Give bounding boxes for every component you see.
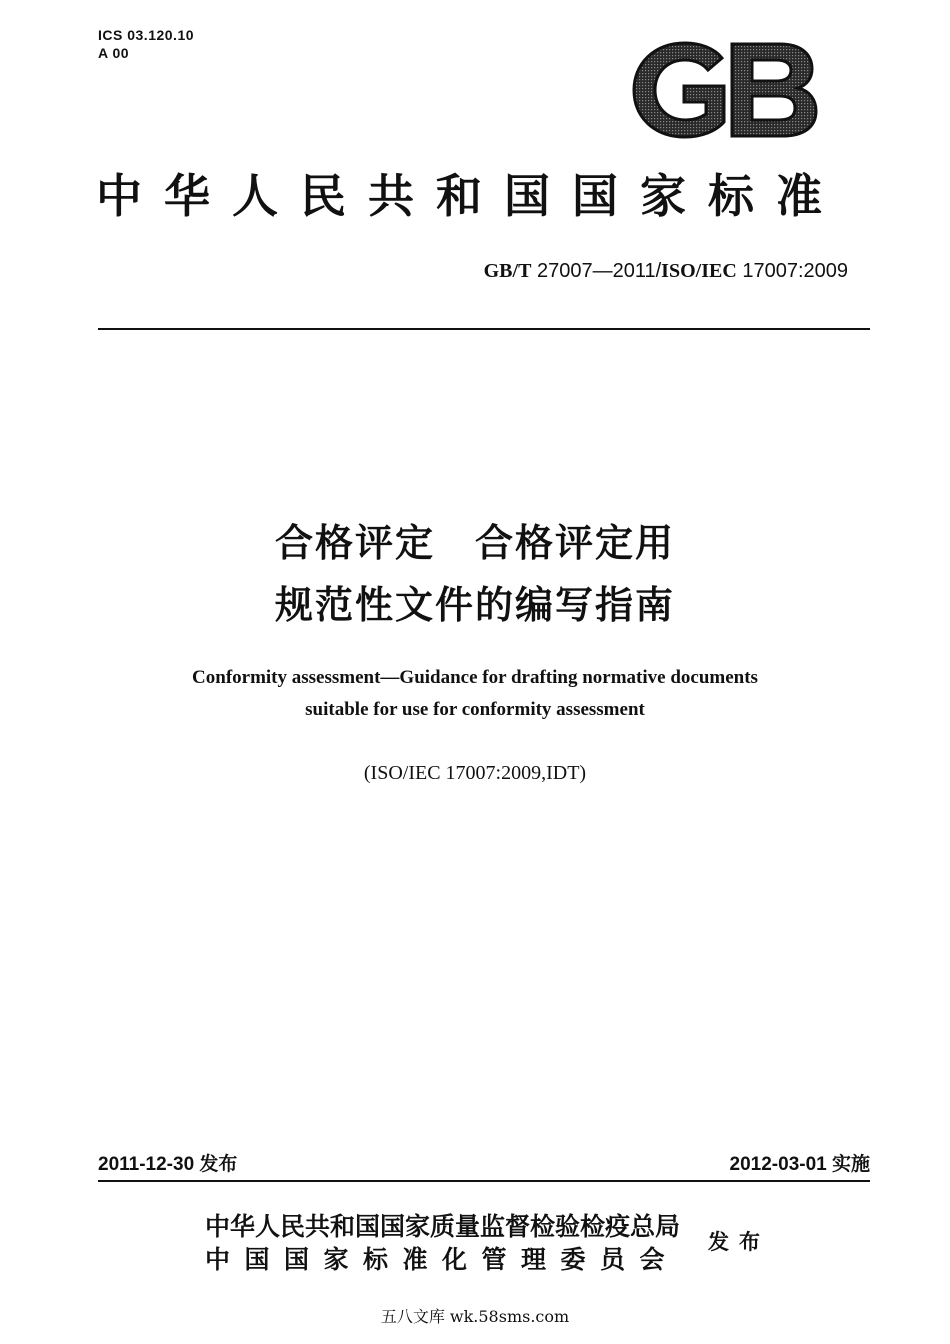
- issuing-bodies: [205, 1210, 680, 1276]
- equivalence-statement: (ISO/IEC 17007:2009,IDT): [363, 762, 587, 784]
- chinese-title-line-2: 规范性文件的编写指南: [274, 583, 675, 627]
- standard-iso: ISO/IEC: [661, 260, 737, 282]
- implementation-date: 2012-03-01 实施: [729, 1154, 870, 1175]
- standard-number: [484, 258, 848, 284]
- english-title-line-2: suitable for use for conformity assessment: [305, 699, 645, 720]
- top-divider: [98, 328, 870, 330]
- classification-codes: [98, 26, 194, 62]
- national-standard-title: 中华人民共和国国家标准: [96, 169, 844, 223]
- publication-date: 2011-12-30 发布: [98, 1154, 238, 1175]
- issuer-line-2: 中国国家标准化管理委员会: [205, 1245, 680, 1274]
- gb-logo: [630, 40, 820, 140]
- bottom-divider: [98, 1180, 870, 1182]
- ics-code: ICS 03.120.10: [98, 27, 195, 43]
- english-document-title: [0, 662, 950, 726]
- english-title-line-1: Conformity assessment—Guidance for drafting normative documents: [192, 667, 758, 688]
- standard-number-mid: 27007—2011/: [531, 260, 662, 282]
- chinese-document-title: [0, 512, 950, 636]
- gb-logo-graphic: [630, 40, 820, 140]
- issue-action: 发布: [708, 1230, 770, 1254]
- chinese-title-line-1: 合格评定 合格评定用: [274, 521, 675, 565]
- ccs-code: A 00: [98, 45, 130, 61]
- standard-prefix: GB/T: [483, 260, 532, 282]
- issuer-line-1: 中华人民共和国国家质量监督检验检疫总局: [205, 1212, 681, 1241]
- watermark-link[interactable]: 五八文库 wk.58sms.com: [380, 1307, 570, 1326]
- standard-number-suffix: 17007:2009: [736, 260, 848, 282]
